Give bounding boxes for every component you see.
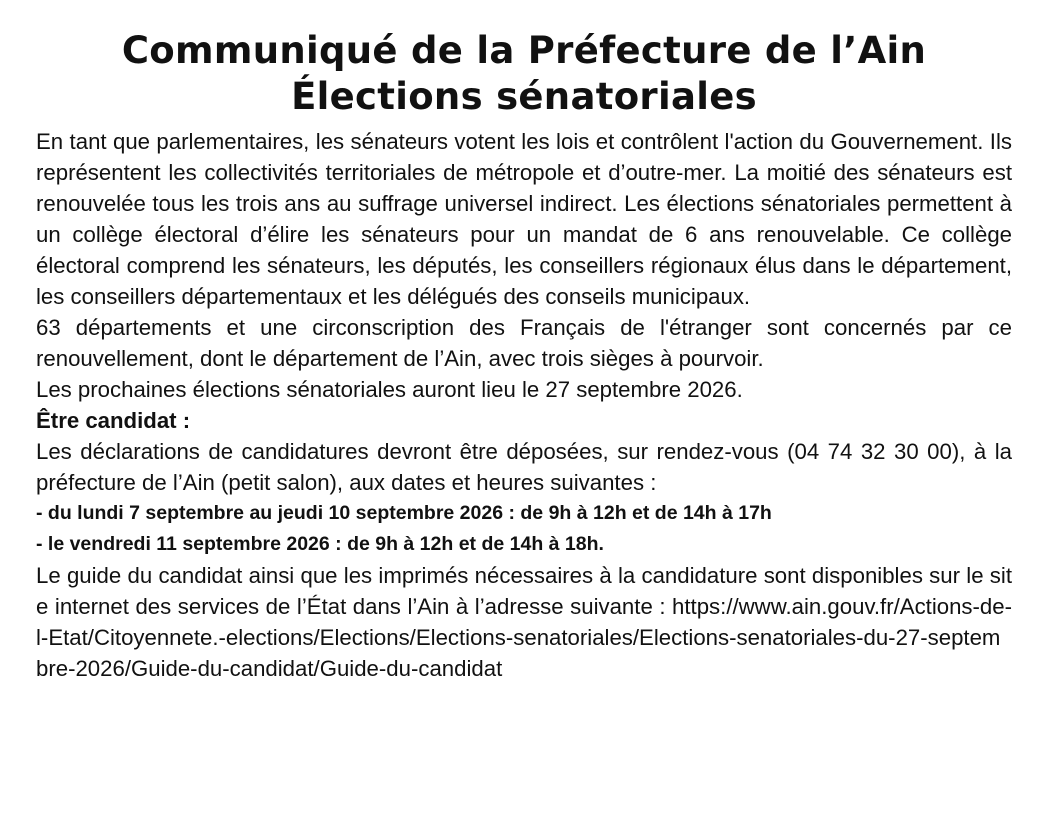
title-line-2: Élections sénatoriales bbox=[291, 75, 757, 118]
intro-paragraph: En tant que parlementaires, les sénateurs votent les lois et contrôlent l'action du Gouvernement. Ils représentent les collectivités territoriales de métropole et d’outre-mer. La moitié des sénateurs est renouvelée tous les trois ans au suffrage universel indirect. Les élections sénatoriales permettent à un collège électoral d’élire les sénateurs pour un mandat de 6 ans renouvelable. Ce collège électoral comprend les sénateurs, les députés, les conseillers régionaux élus dans le département, les conseillers départementaux et les délégués des conseils municipaux. bbox=[36, 129, 1012, 309]
title-line-1: Communiqué de la Préfecture de l’Ain bbox=[121, 29, 927, 72]
guide-paragraph-text: Le guide du candidat ainsi que les imprimés nécessaires à la candidature sont disponibles sur le site internet des services de l’État dans l’Ain à l’adresse suivante : bbox=[36, 563, 1012, 619]
press-release bbox=[36, 28, 1012, 684]
election-date-paragraph: Les prochaines élections sénatoriales auront lieu le 27 septembre 2026. bbox=[36, 377, 743, 402]
dates-list bbox=[36, 498, 1012, 560]
guide-url[interactable]: https://www.ain.gouv.fr/Actions-de-l-Etat/Citoyennete.-elections/Elections/Elections-senatoriales/Elections-senatoriales-du-27-septembre-2026/Guide-du-candidat/Guide-du-candidat bbox=[36, 594, 1012, 681]
guide-paragraph bbox=[36, 560, 1012, 684]
press-release-body bbox=[36, 126, 1012, 684]
page-title bbox=[36, 28, 1012, 120]
section-heading: Être candidat : bbox=[36, 408, 191, 433]
date-item-1: - du lundi 7 septembre au jeudi 10 septembre 2026 : de 9h à 12h et de 14h à 17h bbox=[36, 502, 772, 524]
departments-paragraph: 63 départements et une circonscription des Français de l'étranger sont concernés par ce renouvellement, dont le département de l’Ain, avec trois sièges à pourvoir. bbox=[36, 315, 1012, 371]
date-item-2: - le vendredi 11 septembre 2026 : de 9h à 12h et de 14h à 18h. bbox=[36, 533, 604, 555]
candidacy-paragraph: Les déclarations de candidatures devront être déposées, sur rendez-vous (04 74 32 30 00), à la préfecture de l’Ain (petit salon), aux dates et heures suivantes : bbox=[36, 439, 1012, 495]
